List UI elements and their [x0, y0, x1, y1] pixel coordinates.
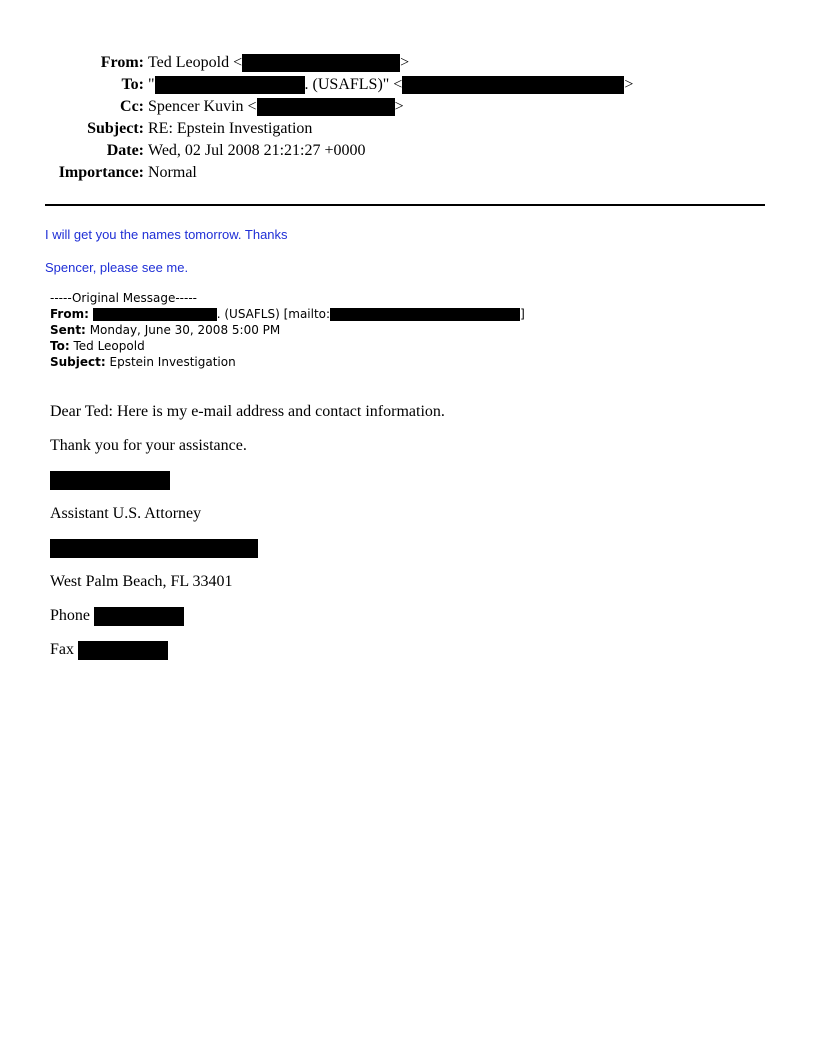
- original-from-label: From:: [50, 307, 89, 321]
- signature-fax-row: [50, 640, 168, 660]
- original-separator: -----Original Message-----: [50, 291, 197, 305]
- original-from-close: ]: [520, 307, 525, 321]
- subject-value: RE: Epstein Investigation: [148, 120, 313, 137]
- redaction-block: [50, 539, 258, 558]
- importance-label: Importance:: [58, 164, 144, 181]
- date-value: Wed, 02 Jul 2008 21:21:27 +0000: [148, 142, 366, 159]
- body-thanks: Thank you for your assistance.: [50, 437, 247, 454]
- date-label: Date:: [106, 142, 144, 159]
- importance-value: Normal: [148, 164, 197, 181]
- original-subject-row: [50, 354, 525, 370]
- cc-label: Cc:: [120, 98, 144, 115]
- original-sent-label: Sent:: [50, 323, 86, 337]
- signature-city: West Palm Beach, FL 33401: [50, 573, 233, 590]
- cc-value: [148, 96, 404, 118]
- original-sent-row: [50, 322, 525, 338]
- cc-close: >: [394, 98, 404, 115]
- to-close: >: [624, 76, 634, 93]
- original-sent-value: Monday, June 30, 2008 5:00 PM: [89, 323, 281, 337]
- redaction-block: [257, 98, 395, 116]
- to-open: ": [148, 76, 155, 93]
- header-divider: [45, 204, 765, 206]
- redaction-block: [330, 308, 520, 321]
- from-close: >: [400, 54, 410, 71]
- signature-title: Assistant U.S. Attorney: [50, 505, 202, 522]
- redaction-block: [78, 641, 168, 660]
- original-subject-value: Epstein Investigation: [109, 355, 236, 369]
- to-middle: . (USAFLS)" <: [304, 76, 403, 93]
- reply-line-2: Spencer, please see me.: [45, 260, 189, 275]
- original-from-row: [50, 306, 525, 322]
- signature-name-redacted: [50, 470, 170, 490]
- original-to-value: Ted Leopold: [73, 339, 145, 353]
- from-label: From:: [100, 54, 144, 71]
- original-message-header: [50, 290, 525, 370]
- original-to-label: To:: [50, 339, 70, 353]
- signature-phone-row: [50, 606, 184, 626]
- redaction-block: [402, 76, 624, 94]
- subject-label: Subject:: [87, 120, 144, 137]
- from-value: [148, 52, 409, 74]
- original-from-middle: . (USAFLS) [mailto:: [216, 307, 331, 321]
- redaction-block: [93, 308, 217, 321]
- redaction-block: [50, 471, 170, 490]
- fax-label: Fax: [50, 641, 74, 658]
- from-name: Ted Leopold <: [148, 54, 243, 71]
- original-subject-label: Subject:: [50, 355, 106, 369]
- cc-name: Spencer Kuvin <: [148, 98, 257, 115]
- original-to-row: [50, 338, 525, 354]
- redaction-block: [94, 607, 184, 626]
- body-greeting: Dear Ted: Here is my e-mail address and contact information.: [50, 403, 445, 420]
- signature-address-redacted: [50, 538, 258, 558]
- redaction-block: [155, 76, 305, 94]
- phone-label: Phone: [50, 607, 90, 624]
- reply-line-1: I will get you the names tomorrow. Thanks: [45, 227, 288, 242]
- redaction-block: [242, 54, 400, 72]
- to-label: To:: [121, 76, 144, 93]
- to-value: [148, 74, 633, 96]
